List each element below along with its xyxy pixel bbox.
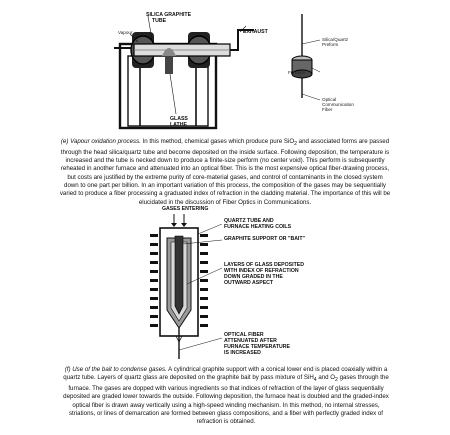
label-quartz-tube: QUARTZ TUBE AND <box>224 218 274 224</box>
caption-e-line: elucidated in the discussion of Fiber Optics in Communications. <box>138 198 312 206</box>
caption-e-sub: 2 <box>294 141 297 148</box>
label-fiber: Fiber <box>322 107 333 112</box>
label-optical-fiber-3: FURNACE TEMPERATURE <box>224 344 290 350</box>
label-optical: Optical <box>322 97 337 102</box>
label-silica-graphite-tube-2: TUBE <box>152 18 167 24</box>
label-layers-2: WITH INDEX OF REFRACTION <box>224 268 299 274</box>
caption-e-line: increased and the tube is necked down to produce a finite-size perform (no center void). This perform is subsequently <box>65 156 385 164</box>
figure-f-bait-drawing <box>140 214 230 359</box>
label-layers-4: OUTWARD ASPECT <box>224 280 274 286</box>
label-quartz-tube-2: FURNACE HEATING COILS <box>224 224 292 230</box>
caption-f-line: optical fiber is drawn away vertically using a high-speed winding mechanism. In this method, no internal stresses, <box>72 401 380 409</box>
caption-f-line2a: quartz tube. Layers of quartz glass are deposited on the graphite bait by pass mixture of SiH <box>63 374 314 382</box>
caption-f-line: refraction is obtained. <box>196 418 256 426</box>
figure-e-preform-drawing <box>280 10 360 110</box>
label-optical-fiber-4: IS INCREASED <box>224 350 261 356</box>
label-layers-1: LAYERS OF GLASS DEPOSITED <box>224 262 304 268</box>
label-silica-graphite-tube: SILICA GRAPHITE <box>146 12 192 18</box>
label-optical-fiber-2: ATTENUATED AFTER <box>224 338 277 344</box>
caption-e-line: varied to produce a fiber processing a graduated index of refraction in the cladding material. The importance of this will be <box>59 190 391 198</box>
caption-f-sub2: 2 <box>335 377 338 384</box>
label-graphite-support: GRAPHITE SUPPORT OR "BAIT" <box>224 236 306 242</box>
caption-figure-e <box>32 138 418 207</box>
caption-e-line: reheated in another furnace and attenuated into an optical fiber. This is the most expensive optical fiber-drawing process, <box>60 165 390 173</box>
label-gases-entering: GASES ENTERING <box>162 206 209 212</box>
caption-f-line: deposited are graded lower towards the outside. Following deposition, the furnace heat is doubled and the graded-index <box>63 393 389 401</box>
caption-f-line1: A cylindrical graphite support with a conical lower end is placed coaxially within a <box>166 366 388 373</box>
label-layers-3: DOWN GRADED IN THE <box>224 274 283 280</box>
label-lathe: LATHE <box>170 122 187 128</box>
label-optical-fiber-1: OPTICAL FIBER <box>224 332 264 338</box>
caption-e-line: but costs are justified by the extreme purity of core-material gases, and control of contaminants in the closed system <box>67 173 383 181</box>
label-glass: GLASS <box>170 116 188 122</box>
caption-e-lead: (e) Vapour oxidation process. <box>60 138 141 145</box>
caption-figure-f <box>30 366 422 427</box>
label-preform: Preform <box>322 42 339 47</box>
caption-f-line2c: gases through the <box>337 374 389 382</box>
caption-f-line: furnace. The gases are dopped with various ingredients so that indices of refraction of the layer of glass sequentially <box>68 384 384 392</box>
label-exhaust: EXHAUST <box>243 29 268 35</box>
caption-f-lead: (f) Use of the bait to condense gases. <box>64 366 167 373</box>
label-communication: Communication <box>322 102 354 107</box>
caption-f-sub1: 4 <box>313 377 317 384</box>
caption-f-line: striations, or lines of demarcation are formed between glass compositions, and a fiber with perfectly graded index of <box>68 409 384 417</box>
label-silica-quartz: Silica/Quartz <box>322 37 349 42</box>
caption-f-line2b: and O <box>316 374 336 382</box>
label-vapour: Vapour <box>118 30 133 35</box>
caption-e-line: through the head silica/quartz tube and become deposited on the inside surface. Following deposition, the temperature is <box>60 148 390 156</box>
caption-e-line: down to one part per billion. In an important variation of this process, the composition of the gases may be sequentially <box>64 181 386 189</box>
caption-e-line1-end: and associated forms are passed <box>296 138 390 145</box>
figure-e-lathe-drawing <box>110 4 280 130</box>
label-furnace: Furnace <box>288 70 305 75</box>
caption-e-line1: In this method, chemical gases which produce pure SiO <box>140 138 295 145</box>
